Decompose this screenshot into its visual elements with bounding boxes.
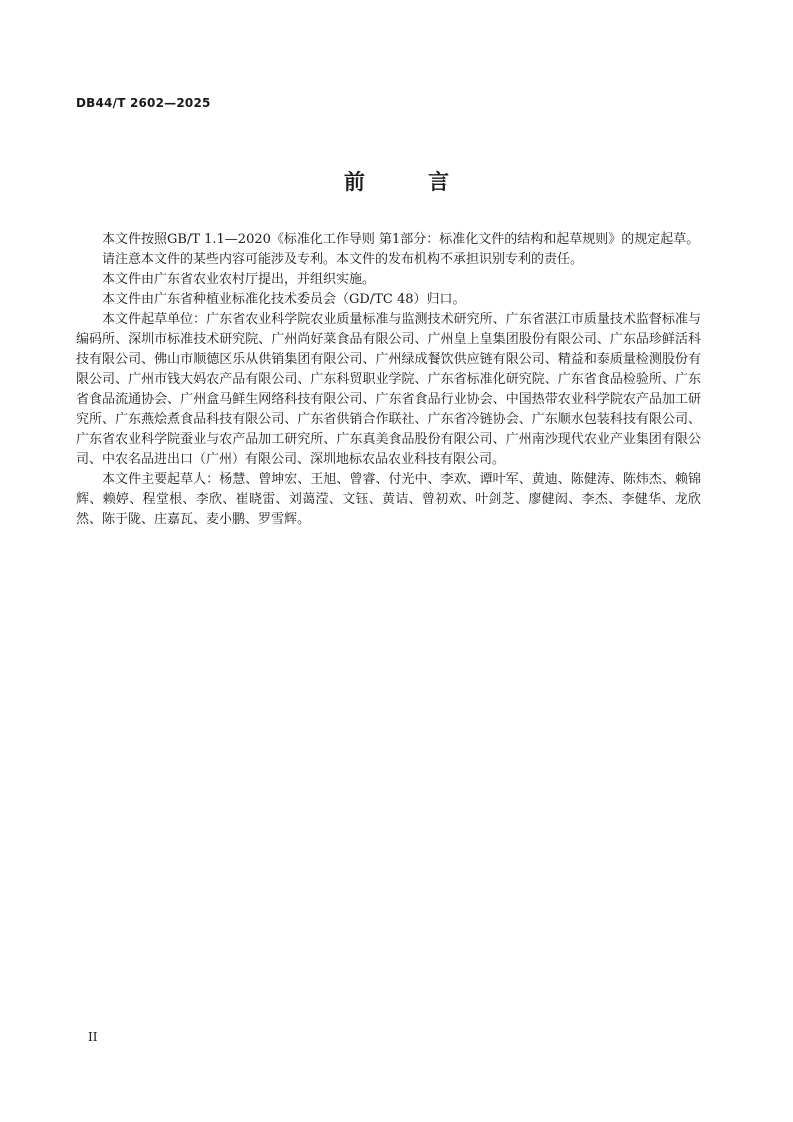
paragraph-drafting-rules: 本文件按照GB/T 1.1—2020《标准化工作导则 第1部分：标准化文件的结构和起草规则》的规定起草。 <box>102 232 700 247</box>
paragraph-proposer: 本文件由广东省农业农村厅提出，并组织实施。 <box>102 272 376 287</box>
document-code: DB44/T 2602—2025 <box>76 96 211 110</box>
page-number: II <box>88 1030 98 1044</box>
paragraph-patent-notice: 请注意本文件的某些内容可能涉及专利。本文件的发布机构不承担识别专利的责任。 <box>102 252 584 267</box>
paragraph-drafting-organizations: 本文件起草单位：广东省农业科学院农业质量标准与监测技术研究所、广东省湛江市质量技术监督标准与编码所、深圳市标准技术研究院、广州尚好菜食品有限公司、广州皇上皇集团股份有限公司、广东品珍鲜活科技有限公司、佛山市顺德区乐从供销集团有限公司、广州绿成餐饮供应链有限公司、精益和泰质量检测股份有限公司、广州市钱大妈农产品有限公司、广东科贸职业学院、广东省标准化研究院、广东省食品检验所、广东省食品流通协会、广州盒马鲜生网络科技有限公司、广东省食品行业协会、中国热带农业科学院农产品加工研究所、广东燕烩煮食品科技有限公司、广东省供销合作联社、广东省冷链协会、广东顺水包装科技有限公司、广东省农业科学院蚕业与农产品加工研究所、广东真美食品股份有限公司、广州南沙现代农业产业集团有限公司、中农名品进出口（广州）有限公司、深圳地标农品农业科技有限公司。 <box>76 312 701 467</box>
section-title-foreword: 前 言 <box>343 170 478 194</box>
paragraph-drafters: 本文件主要起草人：杨慧、曾坤宏、王旭、曾睿、付光中、李欢、谭叶军、黄迪、陈健涛、陈炜杰、赖锦辉、赖婷、程堂根、李欣、崔晓雷、刘蔼滢、文钰、黄诘、曾初欢、叶剑芝、廖健闳、李杰、李健华、龙欣然、陈于陇、庄嘉瓦、麦小鹏、罗雪辉。 <box>76 472 701 527</box>
foreword-body <box>76 230 701 530</box>
paragraph-centralized-management: 本文件由广东省种植业标准化技术委员会（GD/TC 48）归口。 <box>102 292 466 307</box>
